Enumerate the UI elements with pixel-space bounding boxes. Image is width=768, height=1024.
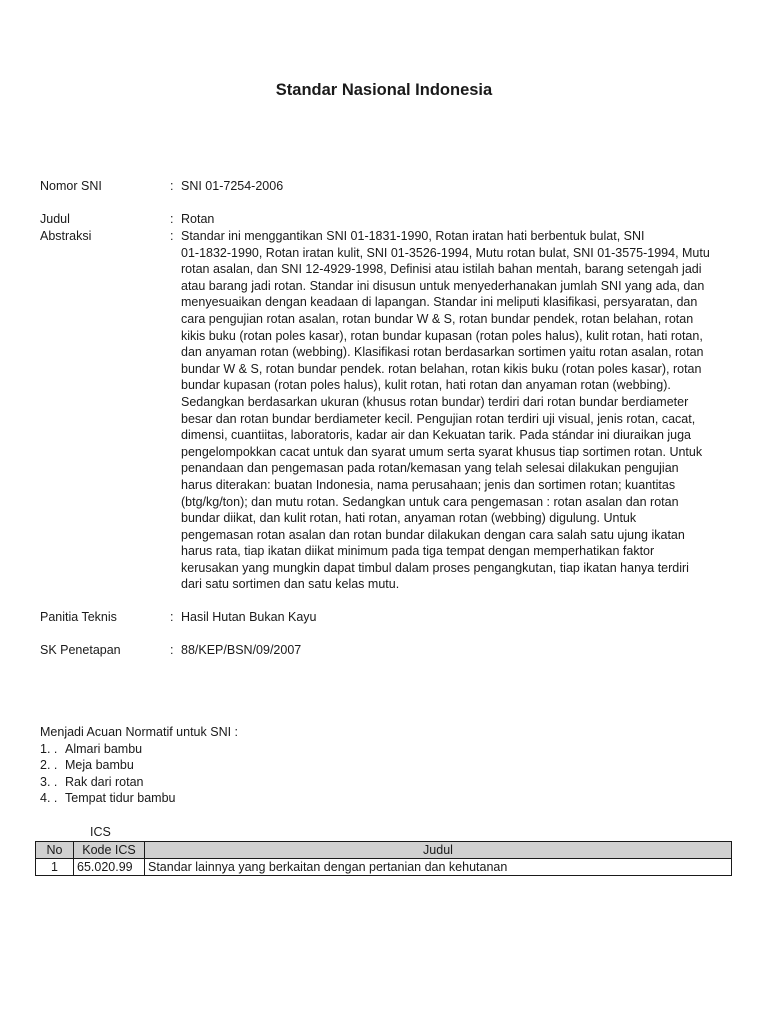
abstraksi-line: Sedangkan berdasarkan ukuran (khusus rotan bundar) terdiri dari rotan bundar berdiameter [181, 394, 689, 409]
colon: : [170, 212, 174, 226]
ics-table [35, 841, 732, 876]
judul-value: Rotan [181, 212, 215, 226]
list-item-number: 1. . [40, 741, 58, 756]
abstraksi-label: Abstraksi [40, 229, 92, 243]
sk-penetapan-label: SK Penetapan [40, 643, 121, 657]
abstraksi-line: pengelompokkan cacat untuk dan syarat umum serta syarat khusus tiap sortimen rotan. Untuk [181, 444, 703, 459]
abstraksi-line: (btg/kg/ton); dan mutu rotan. Sedangkan untuk cara pengemasan : rotan asalan dan rotan [181, 494, 679, 509]
abstraksi-line: harus diterakan: buatan Indonesia, nama perusahaan; jenis dan sortimen rotan; kuantitas [181, 477, 676, 492]
list-item-text: Meja bambu [65, 758, 134, 773]
cell-judul: Standar lainnya yang berkaitan dengan pertanian dan kehutanan [145, 859, 732, 876]
table-row [36, 859, 732, 876]
list-item-number: 2. . [40, 758, 58, 773]
list-item [40, 774, 440, 791]
abstraksi-line: menyesuaikan dengan keadaan di lapangan. Standar ini meliputi klasifikasi, persyaratan, dan [181, 295, 698, 310]
abstraksi-line: rotan asalan, dan SNI 12-4929-1998, Definisi atau istilah bahan mentah, barang setengah jadi [181, 262, 702, 277]
acuan-heading: Menjadi Acuan Normatif untuk SNI : [40, 725, 239, 739]
abstraksi-line: harus rata, tiap ikatan diikat minimum pada tiga tempat dengan memperhatikan faktor [181, 544, 655, 559]
abstraksi-line: dimensi, cuantiitas, laboratoris, kadar air dan Kekuatan tarik. Pada stándar ini diuraikan juga [181, 428, 692, 443]
abstraksi-line: dan anyaman rotan (webbing). Klasifikasi rotan berdasarkan sortimen yaitu rotan asalan, rotan [181, 345, 704, 360]
abstraksi-line: bundar kupasan (rotan poles halus), kulit rotan, hati rotan dan anyaman rotan (webbing). [181, 378, 671, 393]
page-title: Standar Nasional Indonesia [275, 81, 493, 99]
list-item [40, 790, 440, 807]
abstraksi-line: penandaan dan pengemasan pada rotan/kemasan yang telah selesai dilakukan pengujian [181, 461, 679, 476]
list-item [40, 741, 440, 758]
abstraksi-line: bundar W & S, rotan bundar pendek. rotan belahan, rotan kikis buku (rotan poles kasar), rotan [181, 361, 702, 376]
abstraksi-line: Standar ini menggantikan SNI 01-1831-1990, Rotan iratan hati berbentuk bulat, SNI [181, 229, 645, 243]
cell-kode-ics: 65.020.99 [74, 859, 145, 876]
colon: : [170, 179, 174, 193]
table-header-row [36, 842, 732, 859]
colon: : [170, 643, 174, 657]
abstraksi-line: bundar diikat, dan kulit rotan, hati rotan, anyaman rotan (webbing) digulung. Untuk [181, 511, 637, 526]
list-item-number: 4. . [40, 791, 58, 806]
acuan-normatif-section [40, 724, 440, 807]
list-item-text: Tempat tidur bambu [65, 791, 176, 806]
column-header-kode-ics: Kode ICS [74, 842, 145, 859]
judul-label: Judul [40, 212, 70, 226]
colon: : [170, 610, 174, 624]
abstraksi-line: pengemasan rotan asalan dan rotan bundar dilakukan dengan cara salah satu ujung ikatan [181, 527, 685, 542]
column-header-judul: Judul [145, 842, 732, 859]
abstraksi-line: kerusakan yang mungkin dapat timbul dalam proses pengangkutan, tiap ikatan hanya terdiri [181, 560, 689, 575]
panitia-teknis-label: Panitia Teknis [40, 610, 117, 624]
panitia-teknis-value: Hasil Hutan Bukan Kayu [181, 610, 317, 624]
list-item-number: 3. . [40, 774, 58, 789]
cell-no: 1 [36, 859, 74, 876]
sk-penetapan-value: 88/KEP/BSN/09/2007 [181, 643, 302, 657]
list-item [40, 757, 440, 774]
abstraksi-line: besar dan rotan bundar berdiameter kecil. Pengujian rotan terdiri uji visual, jenis rotan, cacat, [181, 411, 696, 426]
abstraksi-text [181, 228, 731, 593]
abstraksi-line: atau barang jadi rotan. Standar ini disusun untuk menyederhanakan jumlah SNI yang ada, dan [181, 278, 705, 293]
list-item-text: Almari bambu [65, 741, 143, 756]
list-item-text: Rak dari rotan [65, 774, 144, 789]
nomor-sni-label: Nomor SNI [40, 179, 102, 193]
ics-label: ICS [90, 825, 111, 839]
column-header-no: No [36, 842, 74, 859]
colon: : [170, 229, 174, 243]
abstraksi-line: cara pengujian rotan asalan, rotan bundar W & S, rotan bundar pendek, rotan belahan, rotan [181, 311, 694, 326]
abstraksi-line: dari satu sortimen dan satu kelas mutu. [181, 577, 400, 592]
abstraksi-line: 01-1832-1990, Rotan iratan kulit, SNI 01-3526-1994, Mutu rotan bulat, SNI 01-3575-1994, Mutu [181, 245, 710, 260]
nomor-sni-value: SNI 01-7254-2006 [181, 179, 284, 193]
abstraksi-line: kikis buku (rotan poles kasar), rotan bundar kupasan (rotan poles halus), kulit rotan, hati rotan, [181, 328, 703, 343]
